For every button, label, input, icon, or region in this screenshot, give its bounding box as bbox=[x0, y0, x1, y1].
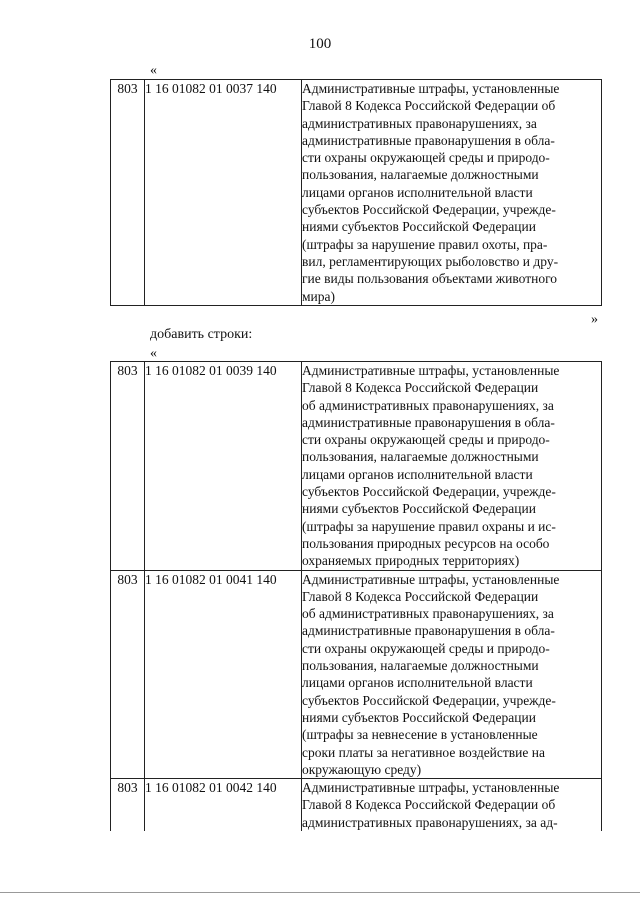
description-line: Главой 8 Кодекса Российской Федерации bbox=[302, 588, 539, 604]
description-line: (штрафы за нарушение правил охраны и ис- bbox=[302, 518, 556, 534]
description-line: сроки платы за негативное воздействие на bbox=[302, 744, 545, 760]
closing-quote-mark: » bbox=[591, 312, 598, 327]
description-line: Административные штрафы, установленные bbox=[302, 571, 560, 587]
add-rows-instruction: добавить строки: bbox=[150, 327, 253, 342]
description-line: Административные штрафы, установленные bbox=[302, 363, 560, 378]
description-line: сти охраны окружающей среды и природо- bbox=[302, 640, 550, 656]
revenue-description-cell bbox=[302, 362, 602, 571]
description-line: окружающую среду) bbox=[302, 761, 422, 777]
revenue-description-cell bbox=[302, 779, 602, 831]
page-bottom-rule bbox=[0, 892, 640, 893]
admin-code-cell: 803 bbox=[111, 570, 145, 779]
description-line: пользования, налагаемые должностными bbox=[302, 167, 539, 183]
description-line: вил, регламентирующих рыболовство и дру- bbox=[302, 253, 559, 269]
description-line: (штрафы за нарушение правил охоты, пра- bbox=[302, 236, 548, 252]
description-line: лицами органов исполнительной власти bbox=[302, 675, 533, 691]
page-number: 100 bbox=[308, 36, 332, 52]
description-line: ниями субъектов Российской Федерации bbox=[302, 219, 536, 235]
description-line: субъектов Российской Федерации, учрежде- bbox=[302, 202, 556, 218]
opening-quote-mark: « bbox=[150, 63, 157, 78]
revenue-description-cell bbox=[302, 570, 602, 779]
description-line: охраняемых природных территориях) bbox=[302, 553, 520, 569]
added-rows-body bbox=[111, 362, 602, 832]
revenue-description-cell bbox=[302, 80, 602, 306]
description-line: пользования, налагаемые должностными bbox=[302, 658, 539, 674]
description-line: об административных правонарушениях, за bbox=[302, 606, 554, 622]
budget-classification-code-cell: 1 16 01082 01 0037 140 bbox=[145, 80, 302, 306]
description-line: ниями субъектов Российской Федерации bbox=[302, 709, 536, 725]
description-line: Главой 8 Кодекса Российской Федерации об bbox=[302, 98, 556, 114]
admin-code-cell: 803 bbox=[111, 779, 145, 831]
description-line: (штрафы за невнесение в установленные bbox=[302, 727, 538, 743]
description-line: субъектов Российской Федерации, учрежде- bbox=[302, 484, 556, 500]
description-line: сти охраны окружающей среды и природо- bbox=[302, 150, 550, 166]
existing-row-table bbox=[110, 79, 602, 306]
table-row bbox=[111, 779, 602, 831]
added-rows-table bbox=[110, 361, 602, 831]
description-line: административные правонарушения в обла- bbox=[302, 414, 555, 430]
description-line: административных правонарушениях, за ад- bbox=[302, 814, 558, 830]
budget-classification-code-cell: 1 16 01082 01 0042 140 bbox=[145, 779, 302, 831]
table-row bbox=[111, 80, 602, 306]
description-line: субъектов Российской Федерации, учрежде- bbox=[302, 692, 556, 708]
description-line: мира) bbox=[302, 288, 336, 304]
table-row bbox=[111, 570, 602, 779]
description-line: административные правонарушения в обла- bbox=[302, 132, 555, 148]
opening-quote-mark-2: « bbox=[150, 346, 157, 361]
description-line: пользования, налагаемые должностными bbox=[302, 449, 539, 465]
description-line: гие виды пользования объектами животного bbox=[302, 271, 558, 287]
description-line: Административные штрафы, установленные bbox=[302, 780, 560, 796]
description-line: об административных правонарушениях, за bbox=[302, 397, 554, 413]
description-line: пользования природных ресурсов на особо bbox=[302, 535, 550, 551]
budget-classification-code-cell: 1 16 01082 01 0041 140 bbox=[145, 570, 302, 779]
budget-classification-code-cell: 1 16 01082 01 0039 140 bbox=[145, 362, 302, 571]
description-line: лицами органов исполнительной власти bbox=[302, 466, 533, 482]
description-line: Административные штрафы, установленные bbox=[302, 81, 560, 96]
table-row bbox=[111, 362, 602, 571]
description-line: Главой 8 Кодекса Российской Федерации об bbox=[302, 797, 556, 813]
description-line: административные правонарушения в обла- bbox=[302, 623, 555, 639]
description-line: Главой 8 Кодекса Российской Федерации bbox=[302, 380, 539, 396]
description-line: лицами органов исполнительной власти bbox=[302, 184, 533, 200]
admin-code-cell: 803 bbox=[111, 80, 145, 306]
description-line: административных правонарушениях, за bbox=[302, 115, 537, 131]
description-line: сти охраны окружающей среды и природо- bbox=[302, 432, 550, 448]
description-line: ниями субъектов Российской Федерации bbox=[302, 501, 536, 517]
existing-row-body bbox=[111, 80, 602, 306]
admin-code-cell: 803 bbox=[111, 362, 145, 571]
